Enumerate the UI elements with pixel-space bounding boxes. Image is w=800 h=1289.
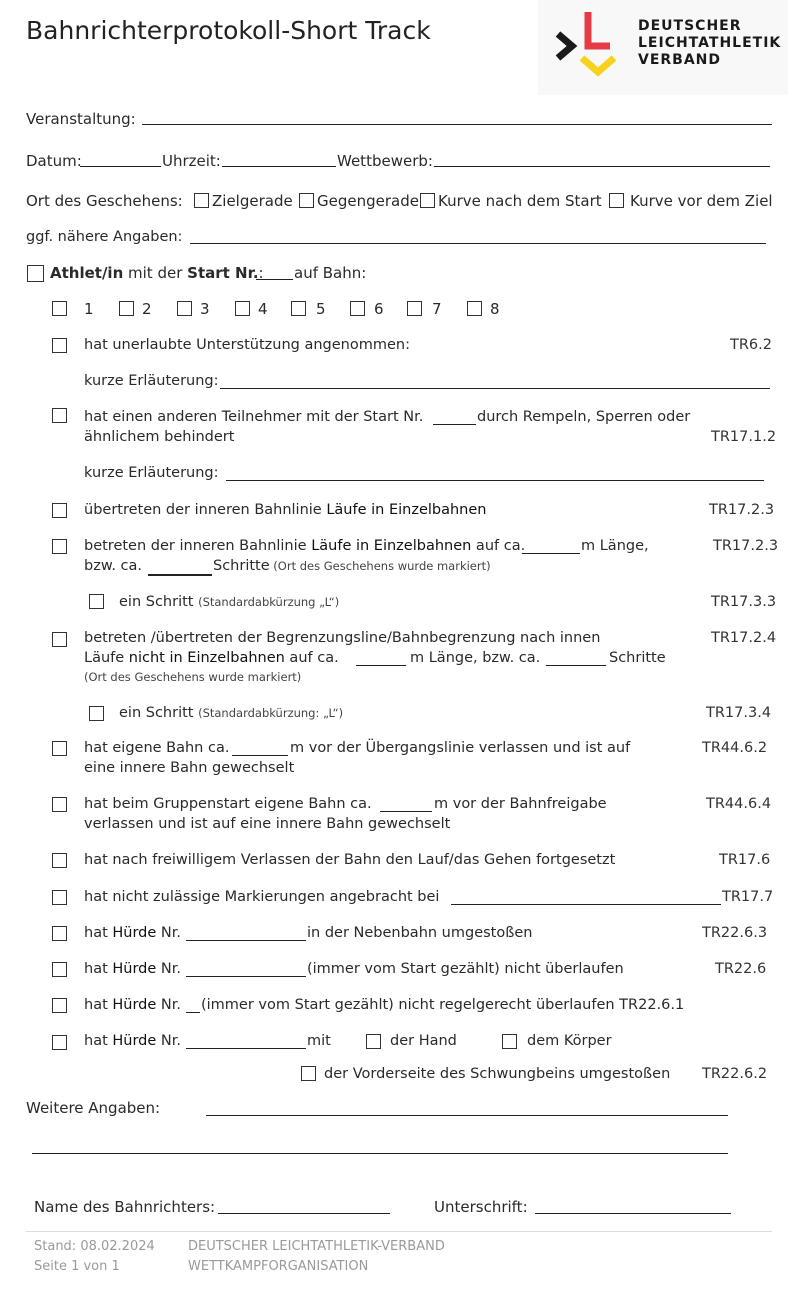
weitere-label: Weitere Angaben: [26,1099,161,1117]
item-note: (Standardabkürzung „L“) [198,595,340,609]
item-note: (Ort des Geschehens wurde markiert) [84,670,302,684]
item-checkbox-schritt-2[interactable] [89,706,104,721]
start-nr-colon: : [258,264,264,282]
lane-checkbox-8[interactable] [467,301,482,316]
item-text: ein Schritt [119,594,199,610]
item-text: Nr. [156,1033,182,1049]
rule-ref: TR17.2.3 [713,538,779,554]
item-checkbox-schritt-1[interactable] [89,594,104,609]
lane-label: 1 [84,300,94,318]
item-checkbox-umgestossen[interactable] [52,1035,67,1050]
option-label: der Vorderseite des Schwungbeins umgestoßen [324,1066,671,1082]
item-text: ähnlichem behindert [84,429,235,445]
huerde-field-1[interactable] [186,940,306,941]
checkbox-schwungbein[interactable] [301,1066,316,1081]
item-text: betreten /übertreten der Begrenzungsline/Bahnbegrenzung nach innen [84,630,601,646]
item-text: hat eigene Bahn ca. [84,740,230,756]
rule-ref: TR17.3.4 [706,705,772,721]
item-checkbox-uebertreten[interactable] [52,503,67,518]
item-checkbox-begrenzung[interactable] [52,632,67,647]
ort-option-label: Gegengerade [317,192,419,210]
item-checkbox-unterstuetzung[interactable] [52,338,67,353]
lane-checkbox-1[interactable] [52,301,67,316]
item-text: hat nicht zulässige Markierungen angebracht bei [84,889,440,905]
lane-checkbox-5[interactable] [291,301,306,316]
item-text: Nr. [156,997,182,1013]
lane-label: 7 [432,300,442,318]
kurz-field-2[interactable] [226,480,764,481]
rule-ref: TR22.6 [715,961,767,977]
markierung-field[interactable] [451,904,721,905]
rule-ref: TR44.6.4 [706,796,772,812]
item-text-bold: Hürde [112,925,157,941]
start-nr-field[interactable] [256,279,293,280]
checkbox-koerper[interactable] [502,1034,517,1049]
item-text: m vor der Übergangslinie verlassen und ist auf [290,740,631,756]
logo [538,0,788,95]
rule-ref: TR17.2.4 [711,630,777,646]
item-text: hat nach freiwilligem Verlassen der Bahn den Lauf/das Gehen fortgesetzt [84,852,616,868]
lane-label: 8 [490,300,500,318]
page-title: Bahnrichterprotokoll-Short Track [26,16,431,45]
start-nr-label: Start Nr. [187,264,259,282]
kurz-label: kurze Erläuterung: [84,373,219,389]
rule-ref: TR22.6.2 [702,1066,768,1082]
datum-field[interactable] [80,166,161,167]
weitere-field-1[interactable] [206,1115,728,1116]
item-text: Nr. [156,925,182,941]
item-checkbox-gruppenstart[interactable] [52,797,67,812]
ort-label: Ort des Geschehens: [26,192,183,210]
kurz-field-1[interactable] [220,388,770,389]
item-text-bold: Hürde [112,961,157,977]
item-text-bold: nicht in Einzelbahnen [128,650,285,666]
item-checkbox-nicht-ueberlaufen[interactable] [52,962,67,977]
ort-checkbox-zielgerade[interactable] [194,193,209,208]
laenge-field-1[interactable] [522,553,580,554]
rule-ref: TR22.6.3 [702,925,768,941]
naehere-field[interactable] [190,243,766,244]
item-text-bold: Hürde [112,997,157,1013]
item-text: bzw. ca. [84,558,143,574]
item-text: m Länge, [581,538,649,554]
item-text: hat [84,925,113,941]
rule-ref: TR44.6.2 [702,740,768,756]
veranstaltung-label: Veranstaltung: [26,110,136,128]
rule-ref: TR17.2.3 [709,502,775,518]
lane-checkbox-4[interactable] [235,301,250,316]
lane-checkbox-6[interactable] [350,301,365,316]
item-text: m vor der Bahnfreigabe [434,796,607,812]
item-checkbox-behindert[interactable] [52,408,67,423]
ort-checkbox-gegengerade[interactable] [299,193,314,208]
ort-option-label: Zielgerade [212,192,293,210]
huerde-field-2[interactable] [186,976,306,977]
item-text: betreten der inneren Bahnlinie [84,538,312,554]
dlv-logo-icon [550,8,630,88]
item-text: eine innere Bahn gewechselt [84,760,295,776]
item-text: auf ca. [471,538,526,554]
lane-checkbox-2[interactable] [119,301,134,316]
name-label: Name des Bahnrichters: [34,1198,216,1216]
item-text: auf ca. [284,650,339,666]
datum-label: Datum: [26,152,82,170]
item-text: ein Schritt [119,705,199,721]
lane-label: 2 [142,300,152,318]
meter-field-2[interactable] [380,811,432,812]
rule-ref: TR17.3.3 [711,594,777,610]
item-text: hat unerlaubte Unterstützung angenommen: [84,337,410,353]
athlete-checkbox[interactable] [27,265,44,282]
item-text: (immer vom Start gezählt) nicht überlaufen [307,961,624,977]
item-note: (Standardabkürzung: „L“) [198,706,344,720]
option-label: der Hand [390,1033,457,1049]
huerde-field-4[interactable] [186,1048,306,1049]
item-text: m Länge, bzw. ca. [410,650,541,666]
kurz-label: kurze Erläuterung: [84,465,219,481]
stand-text: Stand: 08.02.2024 [34,1239,155,1254]
item-text: übertreten der inneren Bahnlinie [84,502,327,518]
item-text: hat einen anderen Teilnehmer mit der Start Nr. [84,409,424,425]
item-text: hat beim Gruppenstart eigene Bahn ca. [84,796,372,812]
start-nr-field-2[interactable] [433,424,476,425]
logo-line-1: DEUTSCHER [638,18,742,34]
lane-label: 5 [316,300,326,318]
item-note: (Ort des Geschehens wurde markiert) [269,559,491,573]
unterschrift-label: Unterschrift: [434,1198,528,1216]
checkbox-hand[interactable] [366,1034,381,1049]
item-text: hat [84,1033,113,1049]
rule-ref: TR17.1.2 [711,429,777,445]
footer-divider [26,1231,772,1232]
ort-checkbox-kurve-start[interactable] [420,193,435,208]
logo-line-2: LEICHTATHLETIK [638,35,782,51]
item-checkbox-markierungen[interactable] [52,890,67,905]
item-text: verlassen und ist auf eine innere Bahn gewechselt [84,816,451,832]
ort-checkbox-kurve-ziel[interactable] [609,193,624,208]
huerde-field-3[interactable] [186,1012,200,1013]
item-text-bold: Hürde [112,1033,157,1049]
uhrzeit-field[interactable] [222,166,336,167]
item-text: (immer vom Start gezählt) nicht regelgerecht überlaufen TR22.6.1 [201,997,685,1013]
option-label: dem Körper [527,1033,612,1049]
athlete-label: Athlet/in [50,264,124,282]
unterschrift-field[interactable] [535,1213,731,1214]
wettbewerb-field[interactable] [434,166,770,167]
wettbewerb-label: Wettbewerb: [337,152,433,170]
item-checkbox-fortgesetzt[interactable] [52,853,67,868]
item-text: hat [84,997,113,1013]
item-text: Läufe [84,650,129,666]
item-checkbox-betreten[interactable] [52,539,67,554]
org-name: DEUTSCHER LEICHTATHLETIK-VERBAND [188,1239,445,1254]
lane-checkbox-7[interactable] [407,301,422,316]
item-checkbox-nebenbahn[interactable] [52,926,67,941]
lane-label: 4 [258,300,268,318]
org-department: WETTKAMPFORGANISATION [188,1259,369,1274]
naehere-label: ggf. nähere Angaben: [26,229,183,245]
name-field[interactable] [218,1213,390,1214]
lane-label: 3 [200,300,210,318]
weitere-field-2[interactable] [32,1153,728,1154]
item-checkbox-nicht-regelgerecht[interactable] [52,998,67,1013]
item-text: Nr. [156,961,182,977]
schritte-field-2[interactable] [546,665,606,666]
rule-ref: TR17.7 [722,889,774,905]
veranstaltung-field[interactable] [142,124,772,125]
logo-line-3: VERBAND [638,52,722,68]
lane-checkbox-3[interactable] [177,301,192,316]
item-text: Schritte [609,650,666,666]
item-text: hat [84,961,113,977]
uhrzeit-label: Uhrzeit: [162,152,221,170]
lane-label: 6 [374,300,384,318]
laenge-field-2[interactable] [356,665,406,666]
bahn-label: auf Bahn: [294,264,367,282]
item-text-bold: Läufe in Einzelbahnen [326,502,487,518]
item-text: Schritte [213,558,270,574]
rule-ref: TR6.2 [730,337,772,353]
ort-option-label: Kurve vor dem Ziel [630,192,773,210]
item-text-bold: Läufe in Einzelbahnen [311,538,472,554]
ort-option-label: Kurve nach dem Start [438,192,602,210]
item-text: mit [307,1033,331,1049]
item-checkbox-uebergang[interactable] [52,741,67,756]
meter-field-1[interactable] [232,755,288,756]
item-text: in der Nebenbahn umgestoßen [307,925,533,941]
rule-ref: TR17.6 [719,852,771,868]
athlete-mid: mit der [123,264,188,282]
item-text: durch Rempeln, Sperren oder [477,409,691,425]
seite-text: Seite 1 von 1 [34,1259,120,1274]
schritte-field-1[interactable] [148,574,212,576]
